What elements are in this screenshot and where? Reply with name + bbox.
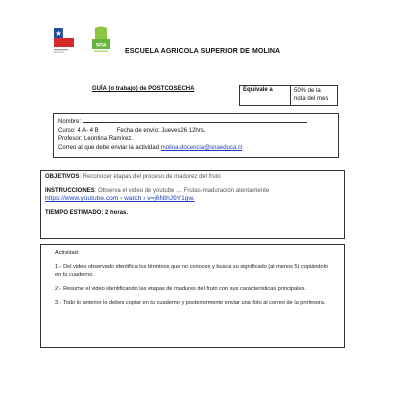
video-url-row: [45, 195, 340, 203]
objectives-box: [40, 170, 345, 239]
sna-logo-text: sna: [95, 42, 107, 49]
objetivos-label: OBJETIVOS: [45, 174, 80, 180]
correo-label: Correo al que debe enviar la actividad: [58, 144, 160, 151]
objetivos-row: [45, 173, 340, 181]
correo-row: [58, 144, 334, 153]
actividad-item: 1.- Del video observado identifica los términos que no conoces y busca su significado (al menos 5) copiándolo en tu cuaderno.: [55, 264, 329, 278]
profesor-text: Profesor: Leontina Ramírez.: [58, 136, 134, 142]
curso-text: Curso: 4 A- 4 B: [58, 127, 99, 134]
nombre-row: [58, 116, 334, 127]
gobierno-de-chile-logo: [54, 28, 74, 54]
actividad-item: 2.- Resume el video identificando las etapas de madures del fruto con sus características principales.: [55, 286, 306, 292]
objetivos-text: : Reconocer etapas del proceso de madurez del fruto: [79, 174, 221, 180]
student-info-box: [53, 113, 339, 158]
nombre-label: Nombre:: [58, 119, 82, 125]
equivale-value: 50% de la nota del mes: [291, 86, 338, 106]
sna-educa-logo: [92, 26, 110, 54]
video-url-link[interactable]: https://www.youtube.com › watch › v=j6NthJ9Y1gw.: [45, 195, 195, 202]
actividad-title: Actividad:: [55, 250, 80, 256]
instrucciones-label: INSTRUCCIONES: [45, 188, 95, 194]
guide-title: GUÍA (o trabajo) de POSTCOSECHA: [92, 86, 195, 92]
actividad-item: 3.- Todo lo anterior lo debes copiar en tu cuaderno y posteriormente enviar una foto al correo de la profesora.: [55, 300, 326, 306]
nombre-blank-line: [83, 116, 307, 123]
correo-email-link[interactable]: molina.docencia@snaeduca.cl: [160, 144, 243, 151]
fecha-text: Fecha de envío: Jueves26 12hrs.: [116, 127, 206, 134]
tiempo-estimado: TIEMPO ESTIMADO: 2 horas.: [45, 210, 129, 216]
curso-row: [58, 127, 334, 136]
school-title: ESCUELA AGRICOLA SUPERIOR DE MOLINA: [125, 48, 281, 55]
activity-box: [40, 244, 345, 348]
instrucciones-text: : Observa el video de youtube … Frutas-maduración atentamente: [94, 188, 270, 194]
equivalence-table: [239, 85, 338, 106]
equivale-label: Equivale a: [240, 86, 291, 106]
instrucciones-row: [45, 187, 340, 195]
